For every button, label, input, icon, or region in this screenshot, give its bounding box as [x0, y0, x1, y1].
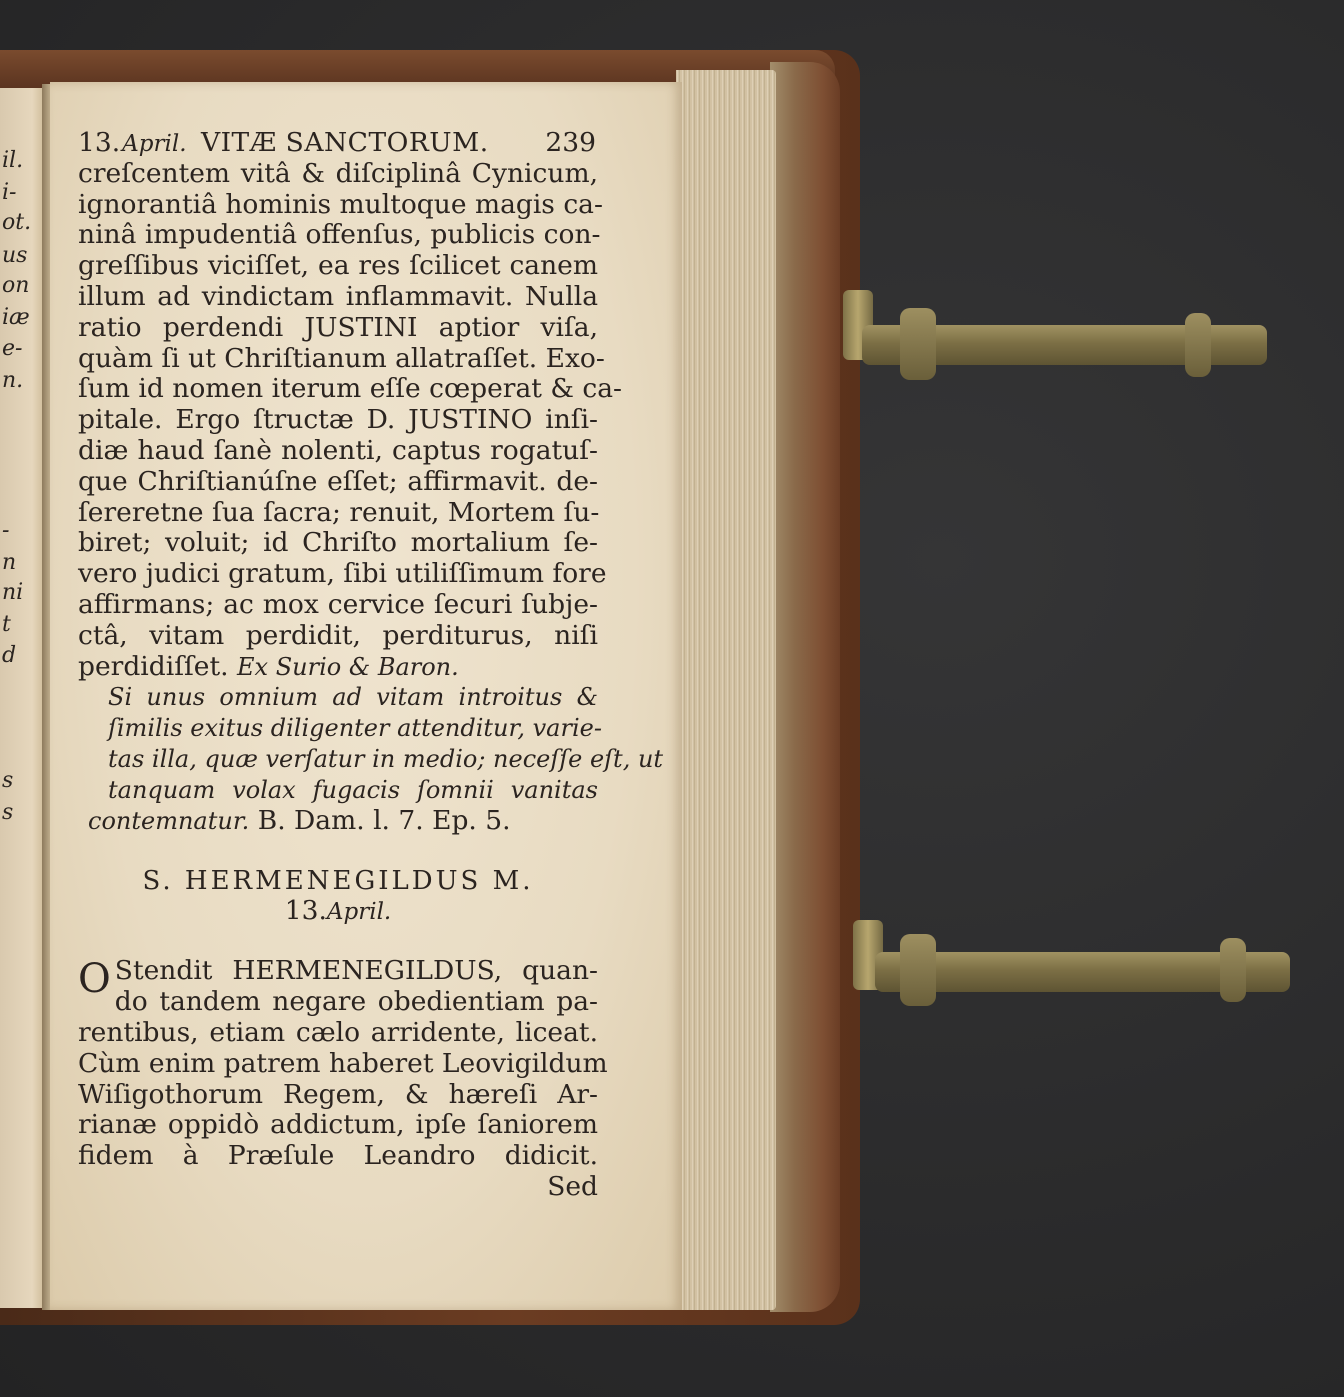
page-number: 239: [545, 127, 596, 158]
left-page-fragment: n: [2, 550, 17, 575]
text-line: creſcentem vitâ & diſciplinâ Cynicum,: [78, 157, 598, 189]
text-line: Stendit HERMENEGILDUS, quan-: [114, 955, 598, 987]
text-line: vero judici gratum, ſibi utiliſſimum fore: [78, 558, 607, 590]
left-page-fragment: n.: [2, 368, 24, 393]
header-month: April.: [122, 131, 187, 157]
header-day: 13.: [78, 127, 121, 158]
text-line: ſereretne ſua ſacra; renuit, Mortem ſu-: [78, 496, 600, 528]
text-line: fidem à Præſule Leandro didicit.: [78, 1140, 598, 1172]
left-page-fragment: il.: [2, 148, 24, 173]
text-line: biret; voluit; id Chriſto mortalium ſe-: [78, 527, 598, 559]
quote-last-word: contemnatur.: [88, 806, 250, 835]
paragraph-end: perdidiſſet.: [78, 650, 229, 682]
quote-line: ſimilis exitus diligenter attenditur, varie-: [108, 714, 602, 743]
lower-clasp-finial: [1220, 938, 1246, 1002]
text-line: ratio perdendi JUSTINI aptior viſa,: [78, 311, 598, 343]
lower-clasp-ornament: [900, 934, 936, 1006]
drop-capital: O: [78, 956, 111, 1003]
left-page-fragment: t: [2, 612, 11, 637]
left-page-fragment: ot.: [2, 210, 32, 235]
left-page-fragment: s: [2, 768, 14, 793]
text-line: ignorantiâ hominis multoque magis ca-: [78, 188, 603, 220]
page-block-edge: [676, 70, 776, 1310]
text-line: que Chriſtianúſne eſſet; affirmavit. de-: [78, 465, 598, 497]
left-page-fragment: us: [2, 243, 28, 268]
source-citation: Ex Surio & Baron.: [237, 652, 459, 681]
left-page-fragment: ni: [2, 580, 24, 605]
left-page-fragment: on: [2, 273, 30, 298]
text-line: Wiſigothorum Regem, & hæreſi Ar-: [78, 1078, 598, 1110]
catchword: Sed: [547, 1170, 598, 1202]
left-page-fragment: -: [2, 518, 10, 543]
section-date: [78, 896, 598, 928]
text-line: greſſibus viciſſet, ea res ſcilicet canem: [78, 250, 598, 282]
section-day: 13.: [284, 895, 327, 927]
left-page-fragment: e-: [2, 336, 23, 361]
section-title: S. HERMENEGILDUS M.: [142, 866, 534, 897]
text-line: quàm ſi ut Chriſtianum allatraſſet. Exo-: [78, 342, 605, 374]
text-line: rianæ oppidò addictum, ipſe ſaniorem: [78, 1109, 598, 1141]
text-line: pitale. Ergo ſtructæ D. JUSTINO inſi-: [78, 404, 598, 436]
quote-last-line: [78, 806, 598, 837]
paragraph-hermenegildus: [78, 955, 608, 1202]
text-line: ninâ impudentiâ offenſus, publicis con-: [78, 219, 601, 251]
left-page-fragment: iæ: [2, 305, 30, 330]
section-month: April.: [326, 899, 392, 926]
left-page-strip: [0, 88, 46, 1308]
quote-line: Si unus omnium ad vitam introitus &: [108, 683, 598, 712]
quote-reference: B. Dam. l. 7. Ep. 5.: [257, 804, 511, 836]
cover-fore-edge: [770, 62, 840, 1312]
text-line-last: [78, 652, 598, 683]
text-line: ctâ, vitam perdidit, perditurus, niſi: [78, 619, 598, 651]
text-line: diæ haud ſanè nolenti, captus rogatuſ-: [78, 434, 598, 466]
running-header: [78, 128, 598, 159]
text-line: do tandem negare obedientiam pa-: [114, 986, 598, 1018]
upper-clasp-finial: [1185, 313, 1211, 377]
text-line: rentibus, etiam cælo arridente, liceat.: [78, 1016, 598, 1048]
text-line: illum ad vindictam inflammavit. Nulla: [78, 280, 598, 312]
text-line: Cùm enim patrem haberet Leovigildum: [78, 1047, 608, 1079]
quote-block: [78, 682, 664, 805]
quote-line: tas illa, quæ verſatur in medio; neceſſe eſt, ut: [108, 744, 664, 773]
paragraph-justinus: [78, 157, 622, 683]
left-page-fragment: i-: [2, 180, 17, 205]
page-text: [78, 127, 664, 1202]
text-line: ſum id nomen iterum eſſe cœperat & ca-: [78, 373, 622, 405]
quote-line: tanquam volax fugacis ſomnii vanitas: [108, 775, 598, 804]
header-title: VITÆ SANCTORUM.: [200, 127, 489, 158]
left-page-fragment: d: [2, 643, 17, 668]
left-page-fragment: s: [2, 800, 14, 825]
upper-clasp-ornament: [900, 308, 936, 380]
text-line: affirmans; ac mox cervice ſecuri ſubje-: [78, 588, 598, 620]
